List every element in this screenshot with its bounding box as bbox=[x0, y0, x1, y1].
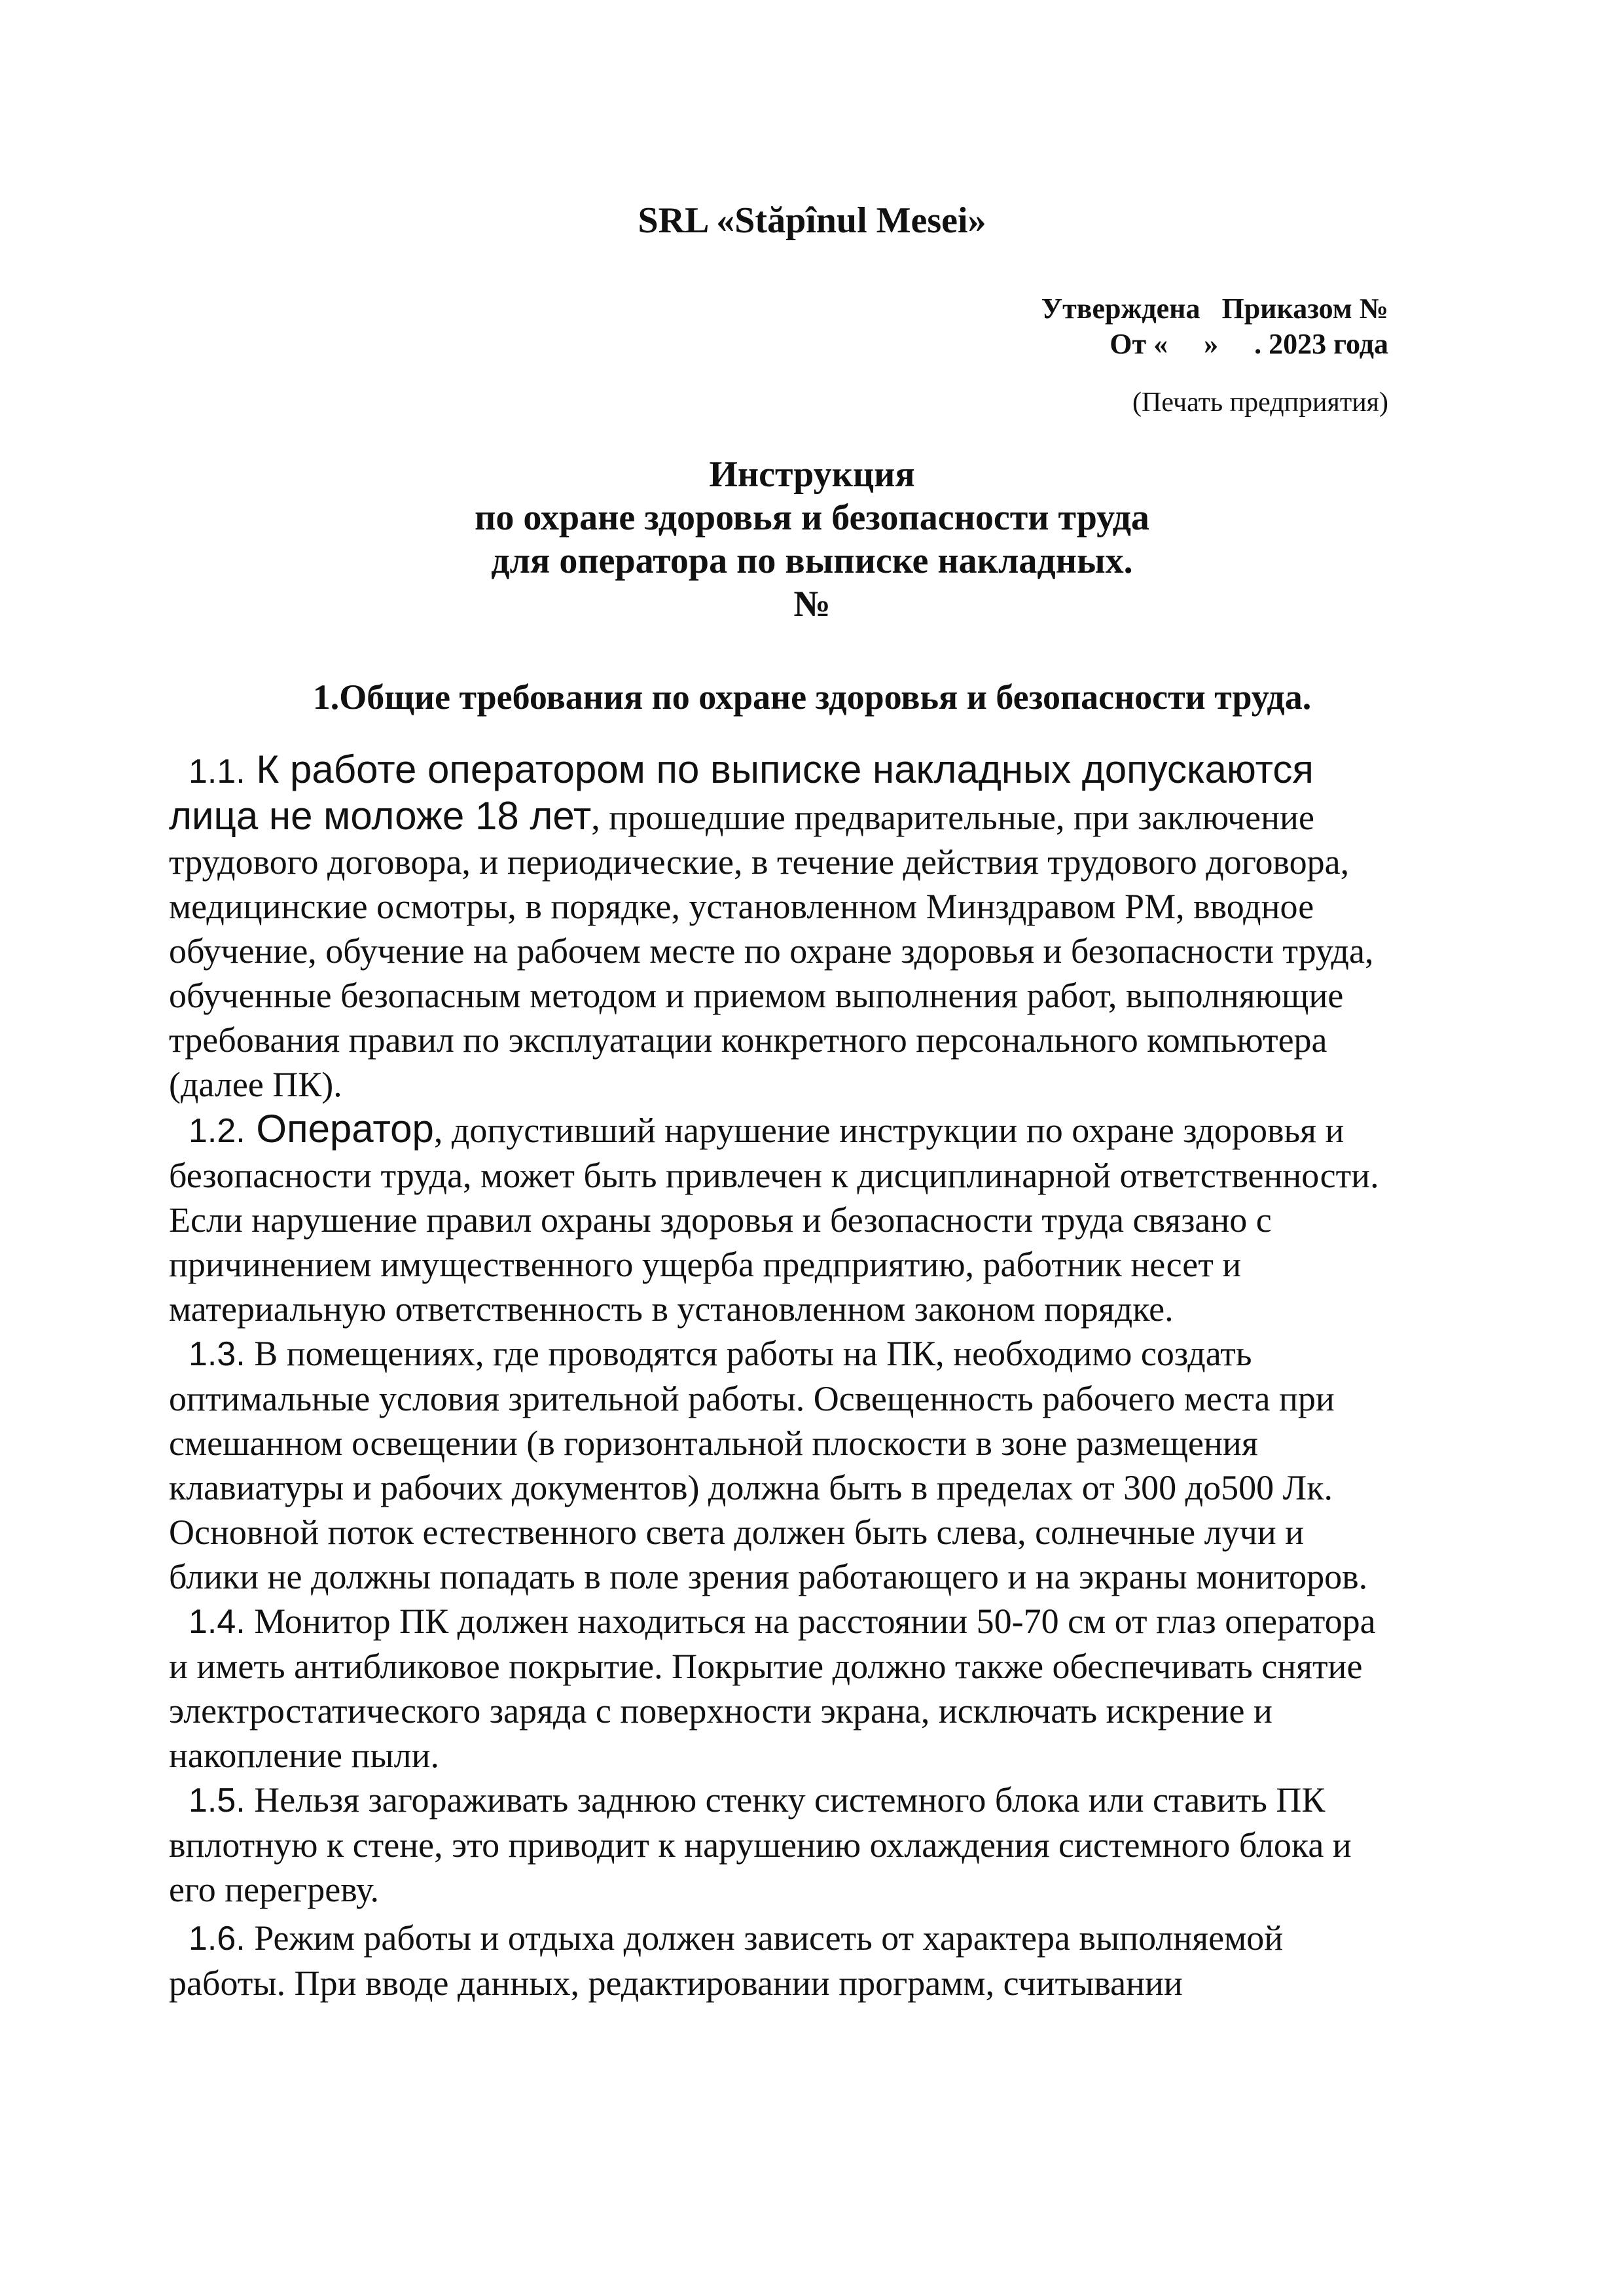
title-line-2: по охране здоровья и безопасности труда bbox=[475, 497, 1149, 538]
paragraph-1-3 bbox=[169, 1331, 1399, 1599]
paragraph-number: 1.3. bbox=[189, 1335, 245, 1373]
paragraph-text: Режим работы и отдыха должен зависеть от характера выполняемой работы. При вводе данных, редактировании программ, считывании bbox=[169, 1918, 1284, 2003]
paragraph-number: 1.1. bbox=[189, 753, 245, 791]
title-line-3: для оператора по выписке накладных. bbox=[491, 541, 1133, 581]
paragraph-1-2 bbox=[169, 1107, 1399, 1331]
paragraph-lead: Оператор bbox=[245, 1107, 434, 1151]
document-title bbox=[0, 453, 1624, 626]
paragraph-text: , допустивший нарушение инструкции по охране здоровья и безопасности труда, может быть привлечен к дисциплинарной ответственности. Если нарушение правил охраны здоровья и безопасности труда связано с причинением имущественного ущерба предприятию, работник несет и материальную ответственность в установленном законом порядке. bbox=[169, 1111, 1379, 1329]
paragraph-number: 1.2. bbox=[189, 1112, 245, 1150]
title-line-1: Инструкция bbox=[709, 454, 915, 495]
paragraph-1-6 bbox=[169, 1916, 1399, 2005]
paragraph-text: В помещениях, где проводятся работы на ПК, необходимо создать оптимальные условия зрительной работы. Освещенность рабочего места при смешанном освещении (в горизонтальной плоскости в зоне размещения клавиатуры и рабочих документов) должна быть в пределах от 300 до500 Лк. Основной поток естественного света должен быть слева, солнечные лучи и блики не должны попадать в поле зрения работающего и на экраны мониторов. bbox=[169, 1334, 1368, 1596]
stamp-placeholder: (Печать предприятия) bbox=[1132, 387, 1388, 418]
paragraph-text: , прошедшие предварительные, при заключение трудового договора, и периодические, в течение действия трудового договора, медицинские осмотры, в порядке, установленном Минздравом РМ, вводное обучение, обучение на рабочем месте по охране здоровья и безопасности труда, обученные безопасным методом и приемом выполнения работ, выполняющие требования правил по эксплуатации конкретного персонального компьютера (далее ПК). bbox=[169, 798, 1374, 1104]
paragraph-1-1 bbox=[169, 747, 1399, 1107]
section-1-heading: 1.Общие требования по охране здоровья и безопасности труда. bbox=[312, 677, 1312, 717]
title-line-4: № bbox=[793, 584, 831, 624]
paragraph-number: 1.5. bbox=[189, 1782, 245, 1820]
paragraph-1-4 bbox=[169, 1599, 1399, 1778]
paragraph-number: 1.4. bbox=[189, 1603, 245, 1641]
paragraph-text: Монитор ПК должен находиться на расстоянии 50-70 см от глаз оператора и иметь антибликовое покрытие. Покрытие должно также обеспечивать снятие электростатического заряда с поверхности экрана, исключать искрение и накопление пыли. bbox=[169, 1602, 1376, 1775]
paragraph-lead: К работе оператором по выписке накладных допускаются лица не моложе 18 лет bbox=[169, 747, 1314, 838]
paragraph-text: Нельзя загораживать заднюю стенку системного блока или ставить ПК вплотную к стене, это приводит к нарушению охлаждения системного блока и его перегреву. bbox=[169, 1780, 1352, 1909]
paragraph-number: 1.6. bbox=[189, 1920, 245, 1958]
company-name: SRL «Stăpînul Mesei» bbox=[638, 200, 986, 241]
approval-block bbox=[799, 291, 1388, 362]
paragraph-1-5 bbox=[169, 1778, 1399, 1912]
approval-order-line: Утверждена Приказом № bbox=[1041, 293, 1388, 325]
approval-date-line: От « » . 2023 года bbox=[1110, 328, 1388, 360]
section-1-body bbox=[169, 747, 1399, 2005]
